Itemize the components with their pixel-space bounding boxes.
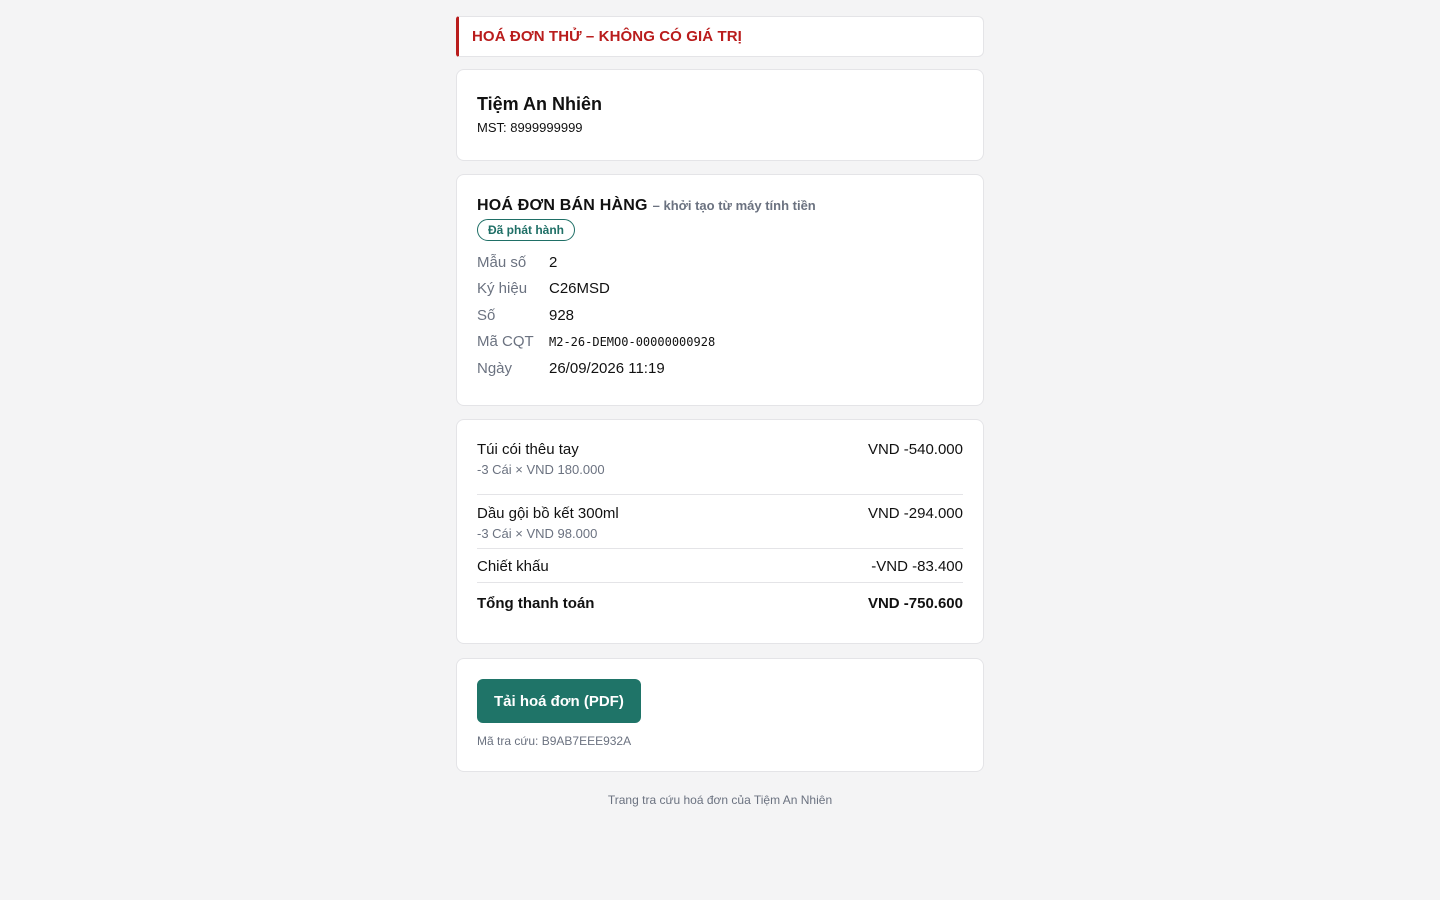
invoice-title-main: HOÁ ĐƠN BÁN HÀNG xyxy=(477,197,648,214)
total-label: Tổng thanh toán xyxy=(477,595,595,612)
field-value: 2 xyxy=(549,253,558,271)
shop-name: Tiệm An Nhiên xyxy=(477,94,603,114)
invoice-fields xyxy=(477,249,963,382)
download-card xyxy=(456,658,984,772)
field-row xyxy=(477,302,963,329)
discount-row xyxy=(477,549,963,583)
field-label: Số xyxy=(477,306,496,324)
item-name: Túi cói thêu tay xyxy=(477,441,579,458)
field-row xyxy=(477,276,963,303)
discount-amount: -VND -83.400 xyxy=(871,558,963,575)
line-item xyxy=(477,440,963,495)
field-label: Mẫu số xyxy=(477,253,527,271)
line-item xyxy=(477,495,963,549)
shop-tax-code: MST: 8999999999 xyxy=(477,120,583,135)
discount-label: Chiết khấu xyxy=(477,558,549,575)
item-name: Dầu gội bồ kết 300ml xyxy=(477,505,619,522)
field-value: C26MSD xyxy=(549,280,610,298)
invoice-title xyxy=(477,197,963,215)
field-value: 928 xyxy=(549,306,575,324)
download-pdf-button[interactable]: Tải hoá đơn (PDF) xyxy=(477,679,641,723)
banner-text: HOÁ ĐƠN THỬ – KHÔNG CÓ GIÁ TRỊ xyxy=(472,28,742,45)
field-row xyxy=(477,249,963,276)
field-label: Ký hiệu xyxy=(477,280,528,298)
field-row xyxy=(477,329,963,356)
invoice-title-sub: – khởi tạo từ máy tính tiền xyxy=(652,198,816,213)
field-value: 26/09/2026 11:19 xyxy=(549,359,665,377)
test-invoice-banner xyxy=(456,16,984,57)
shop-card xyxy=(456,69,984,161)
page-footer: Trang tra cứu hoá đơn của Tiệm An Nhiên xyxy=(607,793,833,807)
invoice-info-card xyxy=(456,174,984,406)
item-quantity-price: -3 Cái × VND 180.000 xyxy=(477,462,605,477)
field-label: Mã CQT xyxy=(477,333,534,351)
invoice-lookup-page xyxy=(456,16,984,807)
field-row xyxy=(477,355,963,382)
line-items-card xyxy=(456,419,984,644)
lookup-code: Mã tra cứu: B9AB7EEE932A xyxy=(477,734,632,748)
item-amount: VND -540.000 xyxy=(867,441,963,458)
item-quantity-price: -3 Cái × VND 98.000 xyxy=(477,526,598,541)
field-value: M2-26-DEMO0-00000000928 xyxy=(549,334,716,349)
field-label: Ngày xyxy=(477,359,513,377)
item-amount: VND -294.000 xyxy=(867,505,963,522)
total-row xyxy=(477,583,963,612)
total-amount: VND -750.600 xyxy=(867,595,963,612)
status-badge: Đã phát hành xyxy=(477,219,575,241)
